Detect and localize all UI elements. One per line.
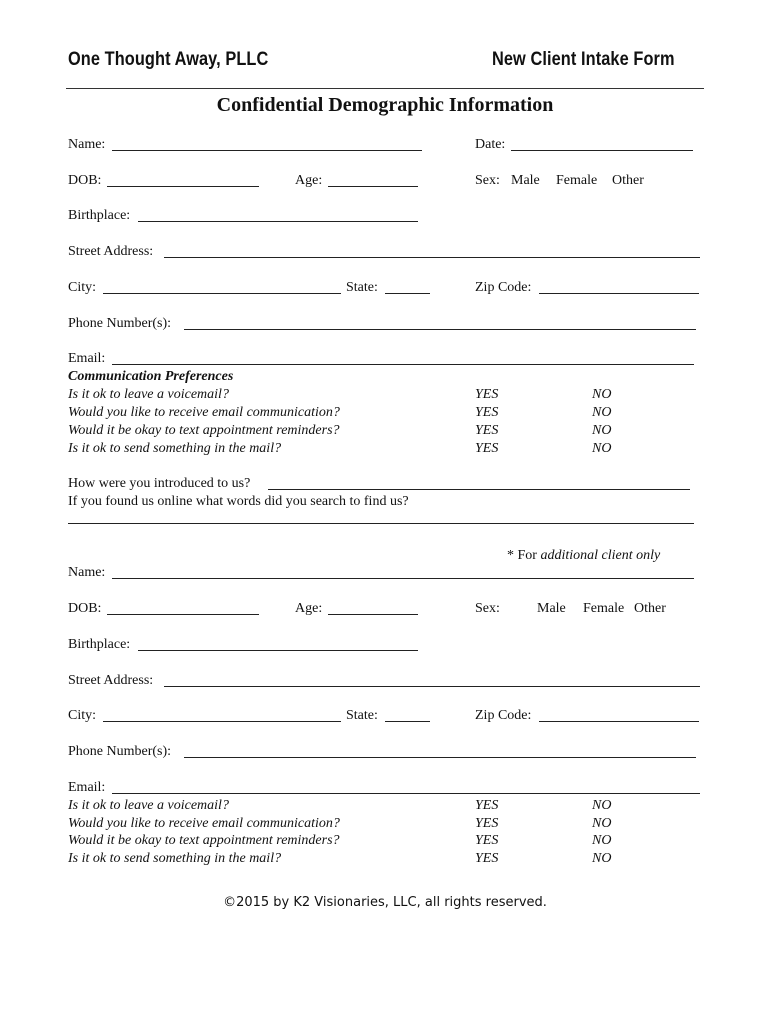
- sex-option-other[interactable]: Other: [612, 173, 644, 188]
- client2-question-mail: Is it ok to send something in the mail?: [68, 851, 282, 866]
- client2-city-label: City:: [68, 708, 97, 723]
- state-label: State:: [346, 280, 378, 295]
- client2-age-label: Age:: [295, 601, 323, 616]
- client2-sex-option-male[interactable]: Male: [537, 601, 566, 616]
- client2-email-field[interactable]: [112, 793, 700, 794]
- client2-state-field[interactable]: [385, 721, 430, 722]
- additional-client-note: * For additional client only: [507, 548, 661, 563]
- dob-field[interactable]: [107, 186, 259, 187]
- client2-mail-yes[interactable]: YES: [475, 851, 499, 866]
- text-reminders-yes[interactable]: YES: [475, 423, 499, 438]
- client2-age-field[interactable]: [328, 614, 418, 615]
- company-name: One Thought Away, PLLC: [68, 49, 269, 70]
- state-field[interactable]: [385, 293, 430, 294]
- client2-voicemail-yes[interactable]: YES: [475, 798, 499, 813]
- client2-phone-field[interactable]: [184, 757, 696, 758]
- city-field[interactable]: [103, 293, 341, 294]
- copyright-footer: ©2015 by K2 Visionaries, LLC, all rights reserved.: [223, 895, 547, 910]
- name-field[interactable]: [112, 150, 422, 151]
- page-title: Confidential Demographic Information: [216, 94, 554, 116]
- text-reminders-no[interactable]: NO: [592, 423, 612, 438]
- client2-email-comm-no[interactable]: NO: [592, 816, 612, 831]
- client2-email-comm-yes[interactable]: YES: [475, 816, 499, 831]
- dob-label: DOB:: [68, 173, 102, 188]
- form-title: New Client Intake Form: [492, 49, 675, 70]
- client2-name-label: Name:: [68, 565, 106, 580]
- client2-birthplace-field[interactable]: [138, 650, 418, 651]
- client2-phone-label: Phone Number(s):: [68, 744, 172, 759]
- search-terms-label: If you found us online what words did you search to find us?: [68, 494, 409, 509]
- client2-voicemail-no[interactable]: NO: [592, 798, 612, 813]
- search-terms-field[interactable]: [68, 523, 694, 524]
- question-email: Would you like to receive email communication?: [68, 405, 340, 420]
- email-field[interactable]: [112, 364, 694, 365]
- mail-no[interactable]: NO: [592, 441, 612, 456]
- date-field[interactable]: [511, 150, 693, 151]
- question-voicemail: Is it ok to leave a voicemail?: [68, 387, 229, 402]
- client2-city-field[interactable]: [103, 721, 341, 722]
- client2-name-field[interactable]: [112, 578, 694, 579]
- date-label: Date:: [475, 137, 506, 152]
- client2-sex-label: Sex:: [475, 601, 500, 616]
- voicemail-no[interactable]: NO: [592, 387, 612, 402]
- client2-sex-option-other[interactable]: Other: [634, 601, 666, 616]
- city-label: City:: [68, 280, 97, 295]
- client2-state-label: State:: [346, 708, 378, 723]
- sex-option-male[interactable]: Male: [511, 173, 540, 188]
- client2-mail-no[interactable]: NO: [592, 851, 612, 866]
- client2-question-text: Would it be okay to text appointment reminders?: [68, 833, 340, 848]
- client2-dob-field[interactable]: [107, 614, 259, 615]
- client2-text-reminders-no[interactable]: NO: [592, 833, 612, 848]
- birthplace-field[interactable]: [138, 221, 418, 222]
- sex-option-female[interactable]: Female: [556, 173, 598, 188]
- client2-email-label: Email:: [68, 780, 106, 795]
- sex-label: Sex:: [475, 173, 500, 188]
- question-mail: Is it ok to send something in the mail?: [68, 441, 282, 456]
- client2-text-reminders-yes[interactable]: YES: [475, 833, 499, 848]
- client2-street-address-label: Street Address:: [68, 673, 154, 688]
- zip-code-field[interactable]: [539, 293, 699, 294]
- header-divider: [66, 88, 704, 89]
- email-comm-no[interactable]: NO: [592, 405, 612, 420]
- client2-street-address-field[interactable]: [164, 686, 700, 687]
- client2-dob-label: DOB:: [68, 601, 102, 616]
- introduced-field[interactable]: [268, 489, 690, 490]
- age-field[interactable]: [328, 186, 418, 187]
- question-text: Would it be okay to text appointment reminders?: [68, 423, 340, 438]
- introduced-label: How were you introduced to us?: [68, 476, 251, 491]
- birthplace-label: Birthplace:: [68, 208, 131, 223]
- voicemail-yes[interactable]: YES: [475, 387, 499, 402]
- email-label: Email:: [68, 351, 106, 366]
- client2-zip-code-label: Zip Code:: [475, 708, 532, 723]
- client2-question-voicemail: Is it ok to leave a voicemail?: [68, 798, 229, 813]
- mail-yes[interactable]: YES: [475, 441, 499, 456]
- communication-preferences-heading: Communication Preferences: [68, 369, 234, 384]
- street-address-field[interactable]: [164, 257, 700, 258]
- name-label: Name:: [68, 137, 106, 152]
- phone-field[interactable]: [184, 329, 696, 330]
- phone-label: Phone Number(s):: [68, 316, 172, 331]
- client2-question-email: Would you like to receive email communication?: [68, 816, 340, 831]
- email-comm-yes[interactable]: YES: [475, 405, 499, 420]
- client2-sex-option-female[interactable]: Female: [583, 601, 625, 616]
- age-label: Age:: [295, 173, 323, 188]
- zip-code-label: Zip Code:: [475, 280, 532, 295]
- client2-zip-code-field[interactable]: [539, 721, 699, 722]
- client2-birthplace-label: Birthplace:: [68, 637, 131, 652]
- street-address-label: Street Address:: [68, 244, 154, 259]
